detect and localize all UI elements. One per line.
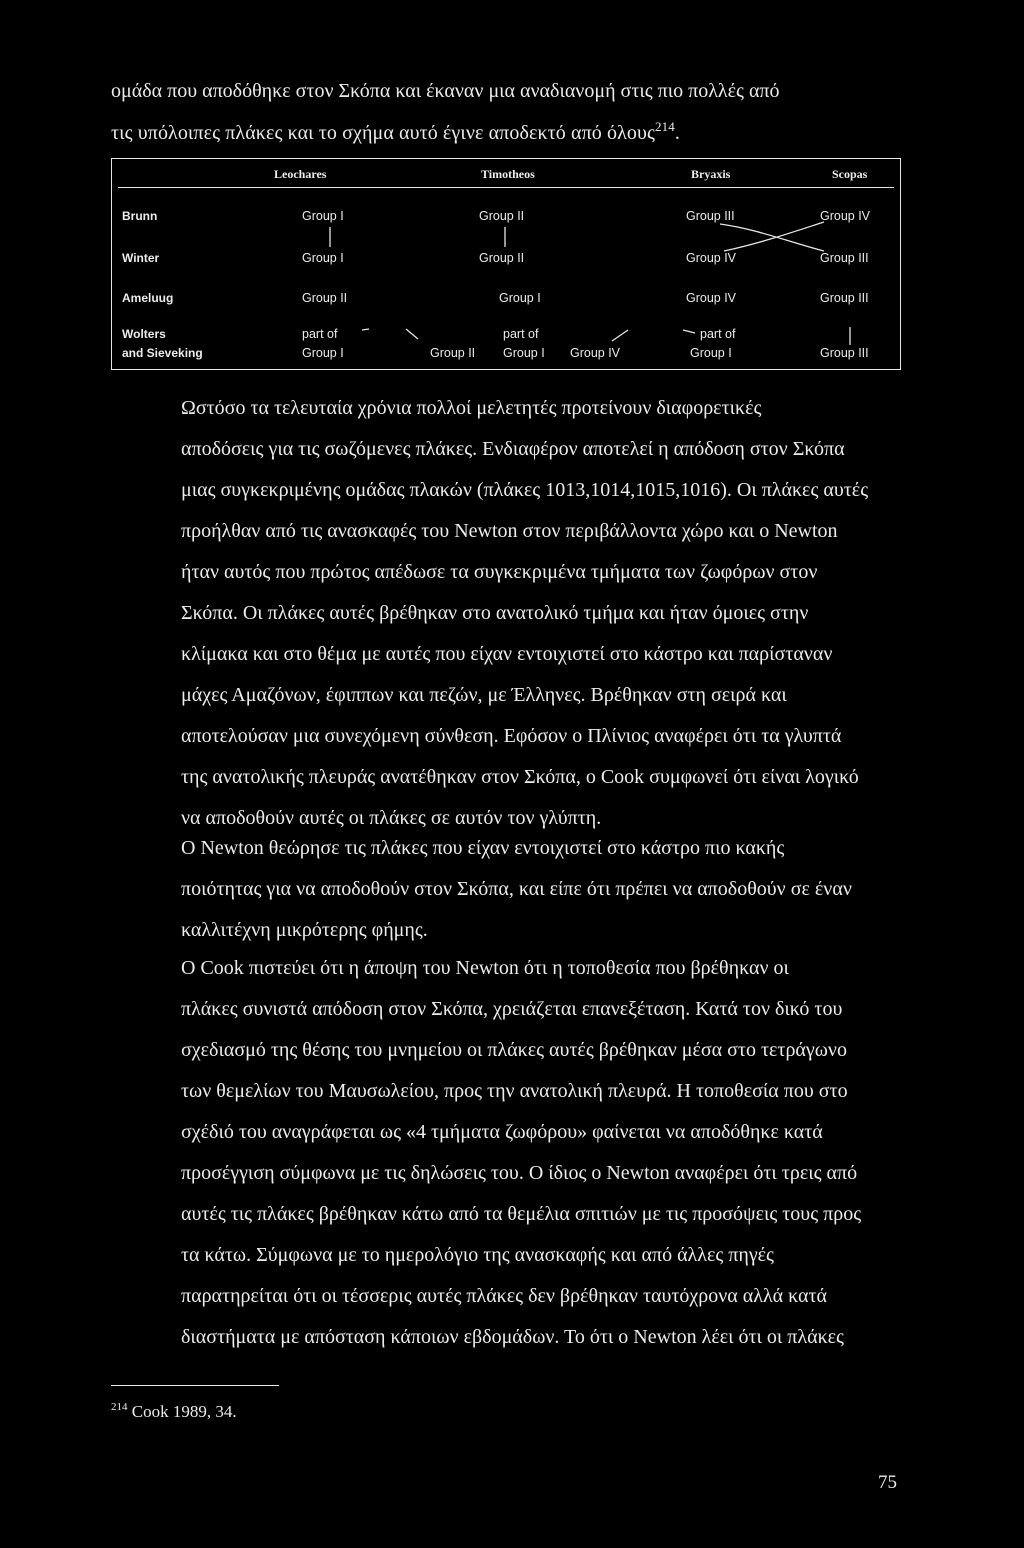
attribution-table <box>111 158 901 370</box>
p1-line: αποδόσεις για τις σωζόμενες πλάκες. Ενδιαφέρον αποτελεί η απόδοση στον Σκόπα <box>181 438 845 460</box>
p1-line: μάχες Αμαζόνων, έφιππων και πεζών, με Έλληνες. Βρέθηκαν στη σειρά και <box>181 684 787 706</box>
p2-line: ποιότητας για να αποδοθούν στον Σκόπα, και είπε ότι πρέπει να αποδοθούν σε έναν <box>181 878 852 900</box>
p1-line: Ωστόσο τα τελευταία χρόνια πολλοί μελετητές προτείνουν διαφορετικές <box>181 397 762 419</box>
intro-text <box>111 70 911 154</box>
wolters-group-3: Group I <box>503 346 545 360</box>
p1-line: της ανατολικής πλευράς ανατέθηκαν στον Σκόπα, ο Cook συμφωνεί ότι είναι λογικό <box>181 766 859 788</box>
row-label-sieveking: and Sieveking <box>122 346 203 360</box>
paragraph-2 <box>111 828 911 951</box>
winter-bryaxis: Group IV <box>686 251 737 265</box>
wolters-group-4: Group IV <box>570 346 621 360</box>
intro-line-2-text: τις υπόλοιπες πλάκες και το σχήμα αυτό έγινε αποδεκτό από όλους <box>111 122 656 144</box>
row-label-winter: Winter <box>122 251 160 265</box>
p1-line: ήταν αυτός που πρώτος απέδωσε τα συγκεκριμένα τμήματα των ζωφόρων στον <box>181 561 818 583</box>
ameluug-bryaxis: Group IV <box>686 291 737 305</box>
intro-line-1: ομάδα που αποδόθηκε στον Σκόπα και έκαναν μια αναδιανομή στις πιο πολλές από <box>111 80 780 102</box>
p3-line: προσέγγιση σύμφωνα με τις δηλώσεις του. Ο ίδιος ο Newton αναφέρει ότι τρεις από <box>181 1162 858 1184</box>
wolters-part-of-3: part of <box>700 327 736 341</box>
wolters-group-6: Group III <box>820 346 869 360</box>
cross-line-down <box>720 224 824 251</box>
p3-line: αυτές τις πλάκες βρέθηκαν κάτω από τα θεμέλια σπιτιών με τις προσόψεις τους προς <box>181 1203 862 1225</box>
p3-line: πλάκες συνιστά απόδοση στον Σκόπα, χρειάζεται επανεξέταση. Κατά τον δικό του <box>181 998 843 1020</box>
wolters-group-5: Group I <box>690 346 732 360</box>
wolters-part-of-1: part of <box>302 327 338 341</box>
brunn-timotheos: Group II <box>479 209 525 223</box>
page-number: 75 <box>878 1472 897 1493</box>
p1-line: κλίμακα και στο θέμα με αυτές που είχαν εντοιχιστεί στο κάστρο και παρίσταναν <box>181 643 833 665</box>
p3-line: Ο Cook πιστεύει ότι η άποψη του Newton ότι η τοποθεσία που βρέθηκαν οι <box>181 957 789 979</box>
intro-line-2 <box>111 112 911 154</box>
wolters-group-1: Group I <box>302 346 344 360</box>
wolters-part-of-2: part of <box>503 327 539 341</box>
arrow-to-group-4 <box>612 330 628 341</box>
ameluug-scopas: Group III <box>820 291 869 305</box>
row-label-wolters: Wolters <box>122 327 166 341</box>
brunn-leochares: Group I <box>302 209 344 223</box>
footnote-divider <box>111 1385 279 1386</box>
footnote-text: Cook 1989, 34. <box>131 1402 237 1421</box>
brunn-scopas: Group IV <box>820 209 871 223</box>
p1-line: προήλθαν από τις ανασκαφές του Newton στον περιβάλλοντα χώρο και ο Newton <box>181 520 838 542</box>
footnote-ref[interactable]: 214 <box>655 119 675 134</box>
p3-line: διαστήματα με απόσταση κάποιων εβδομάδων. Το ότι ο Newton λέει ότι οι πλάκες <box>181 1326 844 1348</box>
row-label-brunn: Brunn <box>122 209 158 223</box>
p3-line: σχεδιασμό της θέσης του μνημείου οι πλάκες αυτές βρέθηκαν μέσα στο τετράγωνο <box>181 1039 847 1061</box>
p3-line: τα κάτω. Σύμφωνα με το ημερολόγιο της ανασκαφής και από άλλες πηγές <box>181 1244 774 1266</box>
dash-1 <box>362 329 369 330</box>
header-bryaxis: Bryaxis <box>691 167 731 181</box>
arrow-to-group-2 <box>406 329 418 339</box>
dash-2 <box>683 330 695 333</box>
p1-line: αποτελούσαν μια συνεχόμενη σύνθεση. Εφόσον ο Πλίνιος αναφέρει ότι τα γλυπτά <box>181 725 842 747</box>
row-label-ameluug: Ameluug <box>122 291 174 305</box>
ameluug-leochares: Group II <box>302 291 348 305</box>
p3-line: σχέδιό του αναγράφεται ως «4 τμήματα ζωφόρου» φαίνεται να αποδόθηκε κατά <box>181 1121 823 1143</box>
p2-line: Ο Newton θεώρησε τις πλάκες που είχαν εντοιχιστεί στο κάστρο πιο κακής <box>181 837 785 859</box>
paragraph-3 <box>111 948 911 1358</box>
intro-line-2-end: . <box>674 122 680 144</box>
winter-leochares: Group I <box>302 251 344 265</box>
connector-lines <box>112 159 902 371</box>
brunn-bryaxis: Group III <box>686 209 735 223</box>
p1-line: να αποδοθούν αυτές οι πλάκες σε αυτόν τον γλύπτη. <box>181 807 602 829</box>
footnote-number: 214 <box>111 1401 128 1413</box>
winter-scopas: Group III <box>820 251 869 265</box>
winter-timotheos: Group II <box>479 251 525 265</box>
header-scopas: Scopas <box>832 167 868 181</box>
wolters-group-2: Group II <box>430 346 476 360</box>
header-timotheos: Timotheos <box>481 167 535 181</box>
footnote <box>111 1402 237 1422</box>
paragraph-1 <box>111 388 911 839</box>
ameluug-timotheos: Group I <box>499 291 541 305</box>
p3-line: των θεμελίων του Μαυσωλείου, προς την ανατολική πλευρά. Η τοποθεσία που στο <box>181 1080 848 1102</box>
header-leochares: Leochares <box>274 167 327 181</box>
p3-line: παρατηρείται ότι οι τέσσερις αυτές πλάκες δεν βρέθηκαν ταυτόχρονα αλλά κατά <box>181 1285 828 1307</box>
p1-line: μιας συγκεκριμένης ομάδας πλακών (πλάκες 1013,1014,1015,1016). Οι πλάκες αυτές <box>181 479 869 501</box>
p2-line: καλλιτέχνη μικρότερης φήμης. <box>181 919 428 941</box>
p1-line: Σκόπα. Οι πλάκες αυτές βρέθηκαν στο ανατολικό τμήμα και ήταν όμοιες στην <box>181 602 809 624</box>
